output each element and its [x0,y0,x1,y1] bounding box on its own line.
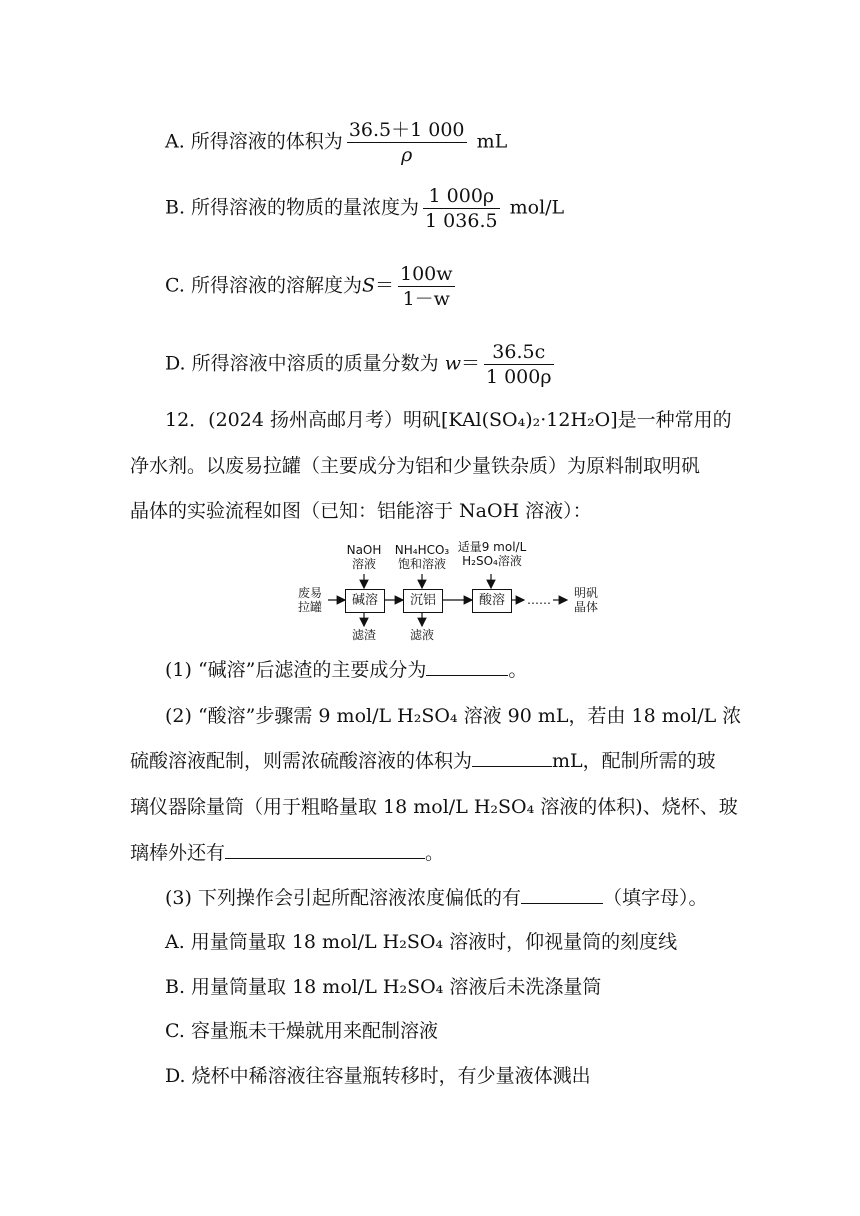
text: (3) 下列操作会引起所配溶液浓度偏低的有 [165,887,521,909]
sub-question-2-line-2 [130,747,716,775]
fraction-denominator: 1 000ρ [485,366,552,388]
fraction-numerator: 100w [400,263,453,285]
choice-c: C. 容量瓶未干燥就用来配制溶液 [165,1020,438,1042]
q12-line-3: 晶体的实验流程如图（已知：铝能溶于 NaOH 溶液）： [130,500,592,522]
answer-blank-4[interactable] [521,885,603,904]
punctuation: 。 [425,842,445,864]
option-a-text: A. 所得溶液的体积为 [165,130,343,153]
sub-question-2-line-4 [130,839,444,867]
flow-input-3: 适量9 mol/L H₂SO₄溶液 [457,540,527,568]
sub-question-1-text: (1) “碱溶”后滤渣的主要成分为 [165,659,427,681]
sub-question-1 [165,656,527,684]
option-c-text: C. 所得溶液的溶解度为 [165,274,362,297]
flow-start: 废易 拉罐 [297,586,322,614]
q12-line-1: 12．(2024 扬州高邮月考）明矾[KAl(SO₄)₂·12H₂O]是一种常用的 [165,409,732,431]
choice-d: D. 烧杯中稀溶液往容量瓶转移时，有少量液体溅出 [165,1065,591,1087]
sub-question-2-line-3: 璃仪器除量筒（用于粗略量取 18 mol/L H₂SO₄ 溶液的体积)、烧杯、玻 [130,796,738,818]
text: mL，配制所需的玻 [552,750,716,772]
equals-sign: ＝ [460,352,480,375]
flow-step-2: 沉铝 [403,589,443,613]
answer-blank-3[interactable] [225,840,425,859]
sub-question-2-line-1: (2) “酸溶”步骤需 9 mol/L H₂SO₄ 溶液 90 mL，若由 18 mol/L 浓 [165,705,742,727]
fraction-denominator: 1 036.5 [425,210,498,232]
equals-sign: ＝ [374,274,394,297]
punctuation: 。 [508,659,528,681]
flow-step-3: 酸溶 [472,589,512,613]
flow-dots: …… [527,593,551,607]
flow-output-2: 滤液 [409,628,434,642]
option-b-text: B. 所得溶液的物质的量浓度为 [165,196,420,219]
fraction-denominator: ρ [401,144,413,166]
flow-input-2: NH₄HCO₃ 饱和溶液 [394,543,450,571]
answer-blank-2[interactable] [472,748,552,767]
option-d-text: D. 所得溶液中溶质的质量分数为 [165,352,439,375]
sub-question-3 [165,884,707,912]
fraction-numerator: 36.5＋1 000 [348,119,465,141]
text: 硫酸溶液配制，则需浓硫酸溶液的体积为 [130,750,473,772]
answer-blank-1[interactable] [426,657,508,676]
flow-end: 明矾 晶体 [573,586,598,614]
flow-output-1: 滤渣 [351,628,376,642]
choice-a: A. 用量筒量取 18 mol/L H₂SO₄ 溶液时，仰视量筒的刻度线 [165,931,678,953]
flow-step-1: 碱溶 [345,589,385,613]
flow-input-1: NaOH 溶液 [346,543,382,571]
unit: mol/L [509,196,565,219]
q12-line-2: 净水剂。以废易拉罐（主要成分为铝和少量铁杂质）为原料制取明矾 [130,455,701,477]
text: （填字母）。 [602,887,708,909]
lhs-symbol: w [444,352,461,375]
lhs-symbol: S [361,274,375,297]
fraction-numerator: 1 000ρ [423,184,500,209]
fraction-denominator: 1－w [402,288,450,310]
choice-b: B. 用量筒量取 18 mol/L H₂SO₄ 溶液后未洗涤量筒 [165,976,602,998]
text: 璃棒外还有 [130,842,226,864]
unit: mL [476,130,508,153]
fraction-numerator: 36.5c [484,340,554,365]
